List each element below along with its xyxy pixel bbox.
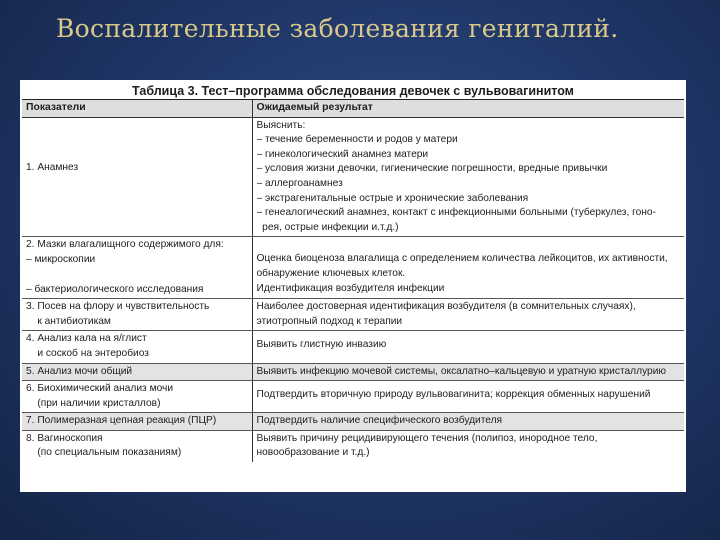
row-result <box>252 430 684 462</box>
smears-sub-bacteriology: – бактериологического исследования <box>26 283 204 295</box>
row-label-line: 6. Биохимический анализ мочи <box>26 383 174 395</box>
row-result-line: Выявить инфекцию мочевой системы, оксалатно–кальцевую и уратную кристаллурию <box>256 365 667 377</box>
header-indicator: Показатели <box>22 100 252 117</box>
row-result-line: Наиболее достоверная идентификация возбудителя (в сомнительных случаях), <box>256 301 636 313</box>
smears-result-line: Идентификация возбудителя инфекции <box>256 282 445 294</box>
anamnesis-line: – аллергоанамнез <box>256 177 343 189</box>
row-label <box>22 117 252 237</box>
table-sheet <box>20 80 686 492</box>
row-label <box>22 413 252 431</box>
row-result <box>252 299 684 331</box>
anamnesis-line: – течение беременности и родов у матери <box>256 134 458 146</box>
table-row <box>22 331 684 363</box>
row-result-line: этиотропный подход к терапии <box>256 315 403 327</box>
table-row <box>22 381 684 413</box>
table-row <box>22 299 684 331</box>
row-label <box>22 299 252 331</box>
smears-label: 2. Мазки влагалищного содержимого для: <box>26 239 224 251</box>
anamnesis-line: – условия жизни девочки, гигиенические погрешности, вредные привычки <box>256 163 608 175</box>
anamnesis-label: 1. Анамнез <box>26 161 79 173</box>
slide-title: Воспалительные заболевания гениталий. <box>56 14 619 43</box>
table-row <box>22 430 684 462</box>
row-result <box>252 413 684 431</box>
exam-table <box>22 100 684 462</box>
anamnesis-line: Выяснить: <box>256 119 306 131</box>
anamnesis-line: – гинекологический анамнез матери <box>256 148 429 160</box>
row-result <box>252 117 684 237</box>
row-label-line: 4. Анализ кала на я/глист <box>26 333 147 345</box>
row-label-line: 3. Посев на флору и чувствительность <box>26 301 210 313</box>
row-label-line: (по специальным показаниям) <box>26 447 182 459</box>
row-label-line: и соскоб на энтеробиоз <box>26 347 149 359</box>
row-result-line: новообразование и т.д.) <box>256 447 370 459</box>
row-result-line: Подтвердить наличие специфического возбудителя <box>256 415 503 427</box>
row-label <box>22 237 252 299</box>
row-label-line: 5. Анализ мочи общий <box>26 365 133 377</box>
row-label <box>22 331 252 363</box>
row-label-line: 7. Полимеразная цепная реакция (ПЦР) <box>26 415 217 427</box>
row-label <box>22 430 252 462</box>
row-result <box>252 331 684 363</box>
header-expected-result: Ожидаемый результат <box>252 100 684 117</box>
row-label <box>22 363 252 381</box>
table-caption: Таблица 3. Тест–программа обследования девочек с вульвовагинитом <box>22 82 684 100</box>
smears-result-line: Оценка биоценоза влагалища с определением количества лейкоцитов, их активности, <box>256 253 668 265</box>
table-row-smears <box>22 237 684 299</box>
table-row <box>22 413 684 431</box>
table-row <box>22 363 684 381</box>
row-label-line: (при наличии кристаллов) <box>26 397 161 409</box>
row-label <box>22 381 252 413</box>
row-label-line: 8. Вагиноскопия <box>26 432 103 444</box>
row-result-line: Подтвердить вторичную природу вульвовагинита; коррекция обменных нарушений <box>256 389 651 401</box>
row-label-line: к антибиотикам <box>26 315 111 327</box>
table-row-anamnesis <box>22 117 684 237</box>
anamnesis-line: – экстрагенитальные острые и хронические заболевания <box>256 192 529 204</box>
anamnesis-line: – генеалогический анамнез, контакт с инфекционными больными (туберкулез, гоно- <box>256 207 656 219</box>
row-result-line: Выявить причину рецидивирующего течения (полипоз, инородное тело, <box>256 432 598 444</box>
smears-sub-microscopy: – микроскопии <box>26 253 96 265</box>
smears-result-line: обнаружение ключевых клеток. <box>256 267 406 279</box>
row-result <box>252 381 684 413</box>
anamnesis-line: рея, острые инфекции и.т.д.) <box>256 221 399 233</box>
row-result-line: Выявить глистную инвазию <box>256 339 387 351</box>
row-result <box>252 363 684 381</box>
row-result <box>252 237 684 299</box>
